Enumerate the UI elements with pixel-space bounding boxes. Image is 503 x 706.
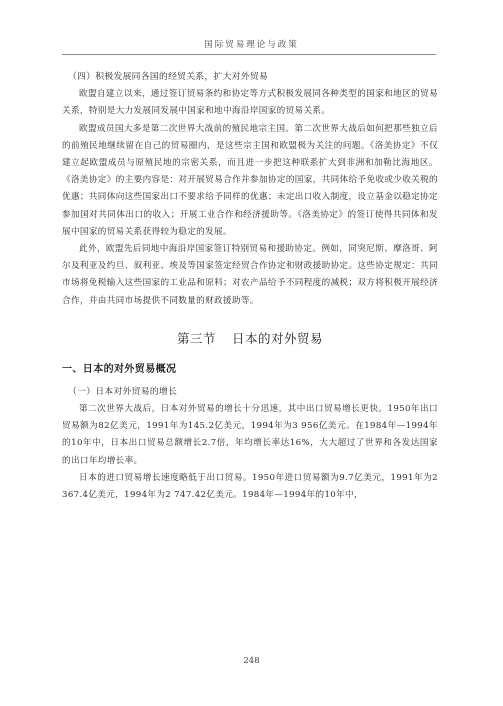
section-number: 第三节 — [176, 330, 216, 346]
subheading-trade-relations: （四）积极发展同各国的经贸关系，扩大对外贸易 — [68, 72, 269, 82]
paragraph: 欧盟成员国大多是第二次世界大战前的殖民地宗主国。第二次世界大战后如何把那些独立后的前殖民地继续留在自己的贸易圈内，是这些宗主国和欧盟极为关注的问题。《洛美协定》不仅建立起欧盟成员与原殖民地的宗密关系，而且进一步把这种联系扩大到非洲和加勒比海地区。《洛美协定》的主要内容是：对开展贸易合作并参加协定的国家，共同体给予免收或少收关税的优惠；共同体向这些国家出口不要求给予同样的优惠；未定出口收入制度，设立基金以稳定协定参加国对共同体出口的收入；开展工业合作和经济援助等。《洛美协定》的签订使得共同体和发展中国家的贸易关系获得较为稳定的发展。 — [62, 123, 438, 237]
paragraph: 欧盟自建立以来，通过签订贸易条约和协定等方式积极发展同各种类型的国家和地区的贸易关系，特别是大力发展同发展中国家和地中海沿岸国家的贸易关系。 — [62, 89, 438, 117]
paragraph: 日本的进口贸易增长速度略低于出口贸易。1950年进口贸易额为9.7亿美元，1991年为2 367.4亿美元，1994年为2 747.42亿美元。1984年—1994年的10年中， — [62, 472, 438, 501]
paragraph: 第二次世界大战后，日本对外贸易的增长十分迅速，其中出口贸易增长更快。1950年出口贸易额为82亿美元，1991年为145.2亿美元，1994年为3 956亿美元。在1984年—1994年的10年中，日本出口贸易总额增长2.7倍，年均增长率达16%，大大超过了世界和各发达国家的出口年均增长率。 — [62, 404, 438, 466]
running-header: 国际贸易理论与政策 — [204, 40, 299, 50]
page-number: 248 — [243, 656, 260, 666]
heading-japan-trade-overview: 一、日本的对外贸易概况 — [62, 363, 177, 375]
header-rule — [62, 54, 436, 55]
section-title — [62, 329, 438, 347]
page-content — [62, 69, 438, 504]
subheading-japan-trade-growth: （一）日本对外贸易的增长 — [68, 386, 178, 397]
paragraph: 此外，欧盟先后同地中海沿岸国家签订特别贸易和援助协定。例如，同突尼斯、摩洛哥、阿尔及利亚及约旦、叙利亚、埃及等国家签定经贸合作协定和财政援助协定。这些协定规定：共同市场将免税输入这些国家的工业品和原料；对农产品给予不同程度的减税；双方将积极开展经济合作，并由共同市场提供不同数量的财政援助等。 — [62, 244, 438, 306]
section-name: 日本的对外贸易 — [232, 330, 324, 346]
